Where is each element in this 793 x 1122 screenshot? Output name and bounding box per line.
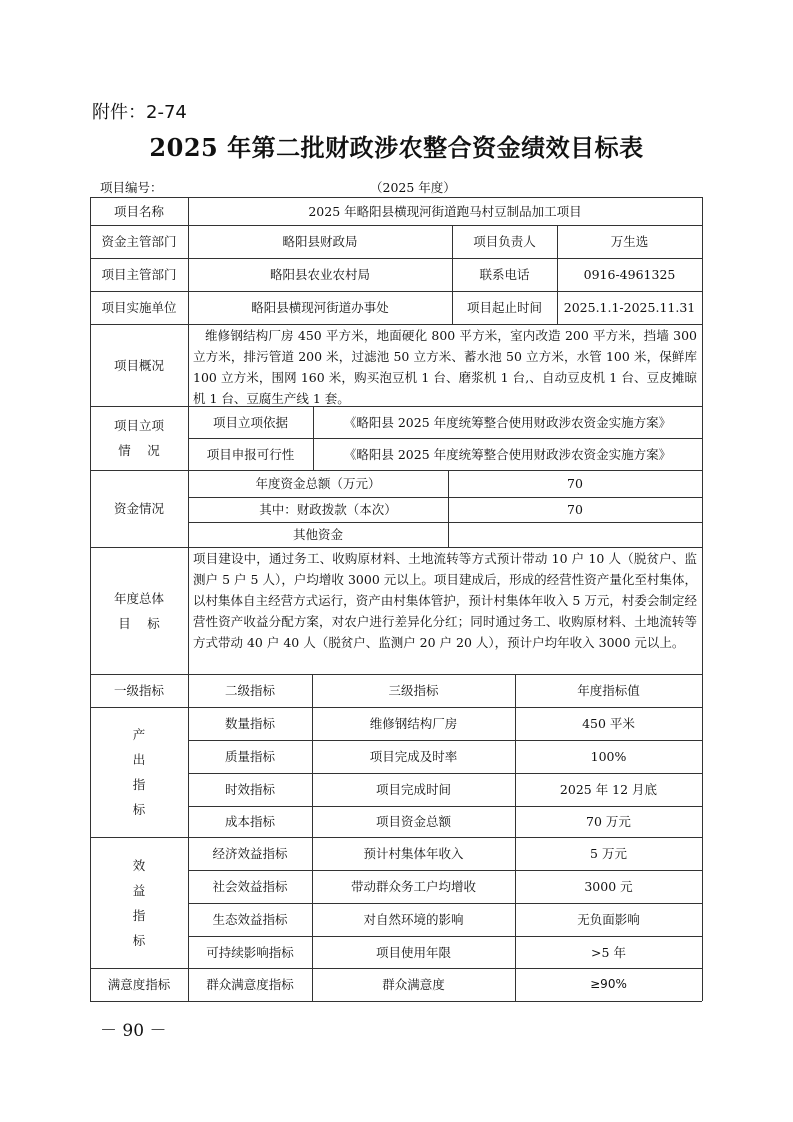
phone: 0916-4961325 bbox=[583, 267, 676, 282]
indicator-level2: 生态效益指标 bbox=[212, 912, 288, 927]
annual-goal-label-line1: 年度总体 bbox=[113, 590, 164, 606]
period: 2025.1.1-2025.11.31 bbox=[563, 300, 696, 315]
group-char: 标 bbox=[132, 802, 146, 817]
indicator-level2: 经济效益指标 bbox=[212, 846, 288, 861]
page-title: 2025 年第二批财政涉农整合资金绩效目标表 bbox=[149, 133, 644, 162]
indicator-level2: 数量指标 bbox=[224, 716, 275, 731]
project-dept-label: 项目主管部门 bbox=[101, 267, 177, 282]
annual-goal-label bbox=[90, 547, 188, 674]
indicator-value: >5 年 bbox=[591, 944, 626, 960]
leader: 万生选 bbox=[610, 234, 649, 249]
funds-fiscal: 70 bbox=[567, 502, 583, 517]
overview-label: 项目概况 bbox=[113, 357, 164, 373]
annual-goal-label-line2: 目 标 bbox=[118, 615, 160, 631]
indicator-level3: 对自然环境的影响 bbox=[363, 912, 464, 927]
indicator-value: 450 平米 bbox=[582, 716, 635, 731]
approval-label bbox=[90, 406, 188, 470]
indicator-level2: 群众满意度指标 bbox=[206, 977, 294, 992]
header-level1: 一级指标 bbox=[113, 683, 164, 698]
approval-label-line2: 情 况 bbox=[118, 443, 160, 458]
group-char: 效 bbox=[132, 857, 146, 873]
feasibility-label: 项目申报可行性 bbox=[206, 446, 295, 462]
overview-text: 维修钢结构厂房 450 平方米，地面硬化 800 平方米，室内改造 200 平方米，挡墙 300 立方米，排污管道 200 米，过滤池 50 立方米、蓄水池 50 立方米，水管 100 米，保鲜库 100 立方米，围网 160 米，购买泡豆机 1 台、磨浆机 1 台,、自动豆皮机 1 台、豆皮摊晾机 1 台、豆腐生产线 1 套。 bbox=[193, 328, 697, 406]
funds-other bbox=[448, 522, 702, 547]
impl-unit-label: 项目实施单位 bbox=[101, 300, 177, 315]
benefit-indicator-group bbox=[90, 837, 188, 968]
project-number-label: 项目编号： bbox=[100, 180, 163, 195]
indicator-level3: 项目完成时间 bbox=[375, 782, 451, 797]
header-level3: 三级指标 bbox=[388, 683, 439, 698]
funds-fiscal-label: 其中：财政拨款（本次） bbox=[259, 502, 397, 517]
indicator-value: 无负面影响 bbox=[577, 912, 640, 927]
table-border-bottom bbox=[90, 1001, 702, 1002]
funds-label: 资金情况 bbox=[113, 501, 164, 516]
indicator-level3: 项目使用年限 bbox=[375, 944, 451, 960]
funds-total: 70 bbox=[567, 476, 583, 491]
indicator-level3: 项目完成及时率 bbox=[369, 749, 458, 764]
indicator-level3: 带动群众务工户均增收 bbox=[350, 879, 476, 894]
indicator-level3: 群众满意度 bbox=[382, 977, 445, 992]
indicator-value: 70 万元 bbox=[586, 814, 631, 829]
indicator-level2: 可持续影响指标 bbox=[206, 944, 294, 960]
indicator-level3: 预计村集体年收入 bbox=[363, 846, 464, 861]
basis-label: 项目立项依据 bbox=[212, 414, 288, 430]
fund-dept: 略阳县财政局 bbox=[282, 234, 358, 249]
group-char: 益 bbox=[132, 882, 146, 898]
annual-goal-text: 项目建设中，通过务工、收购原材料、土地流转等方式预计带动 10 户 10 人（脱贫户、监测户 5 户 5 人），户均增收 3000 元以上。项目建成后，形成的经营性资产量化至村集体，以村集体自主经营方式运行，资产由村集体管护，预计村集体年收入 5 万元，村委会制定经营性资产收益分配方案，对农户进行差异化分红；同时通过务工、收购原材料、土地流转等方式带动 40 户 40 人（脱贫户、监测户 20 户 20 人），预计户均年收入 3000 元以上。 bbox=[193, 551, 697, 650]
indicator-value: 5 万元 bbox=[590, 846, 627, 861]
indicator-level2: 时效指标 bbox=[224, 782, 275, 797]
indicator-level3: 维修钢结构厂房 bbox=[369, 716, 458, 731]
table-border-right bbox=[702, 197, 703, 1001]
year-label: （2025 年度） bbox=[370, 180, 456, 195]
group-char: 产 bbox=[132, 727, 146, 742]
group-char: 标 bbox=[132, 932, 146, 948]
fund-dept-label: 资金主管部门 bbox=[101, 234, 177, 249]
indicator-level3: 项目资金总额 bbox=[375, 814, 451, 829]
indicator-level2: 社会效益指标 bbox=[212, 879, 288, 894]
indicator-value: ≥90% bbox=[590, 977, 627, 992]
output-indicator-group bbox=[90, 707, 188, 837]
phone-label: 联系电话 bbox=[479, 267, 530, 282]
feasibility: 《略阳县 2025 年度统筹整合使用财政涉农资金实施方案》 bbox=[343, 446, 672, 462]
project-name: 2025 年略阳县横现河街道跑马村豆制品加工项目 bbox=[308, 203, 582, 219]
funds-total-label: 年度资金总额（万元） bbox=[255, 476, 381, 491]
indicator-value: 2025 年 12 月底 bbox=[559, 782, 658, 797]
basis: 《略阳县 2025 年度统筹整合使用财政涉农资金实施方案》 bbox=[343, 414, 672, 430]
group-char: 出 bbox=[132, 752, 146, 767]
attachment-number: 附件：2-74 bbox=[92, 102, 187, 123]
funds-other-label: 其他资金 bbox=[292, 527, 343, 542]
satisfaction-indicator-group: 满意度指标 bbox=[107, 977, 171, 992]
project-dept: 略阳县农业农村局 bbox=[269, 267, 370, 282]
header-level2: 二级指标 bbox=[224, 683, 275, 698]
indicator-value: 100% bbox=[590, 749, 627, 764]
header-value: 年度指标值 bbox=[577, 683, 640, 698]
leader-label: 项目负责人 bbox=[473, 234, 536, 249]
group-char: 指 bbox=[132, 777, 146, 792]
page-number: － 90 － bbox=[100, 1021, 167, 1041]
indicator-value: 3000 元 bbox=[584, 879, 633, 894]
group-char: 指 bbox=[132, 907, 146, 923]
period-label: 项目起止时间 bbox=[466, 300, 542, 315]
impl-unit: 略阳县横现河街道办事处 bbox=[251, 300, 389, 315]
indicator-level2: 成本指标 bbox=[224, 814, 275, 829]
project-name-label: 项目名称 bbox=[113, 203, 164, 219]
approval-label-line1: 项目立项 bbox=[113, 418, 164, 433]
indicator-level2: 质量指标 bbox=[224, 749, 275, 764]
